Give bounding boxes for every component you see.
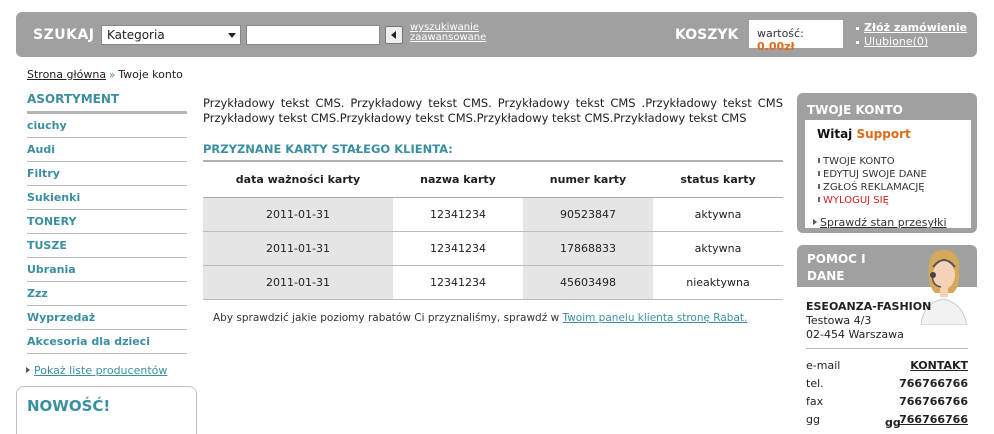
account-menu-logout[interactable] (818, 194, 971, 207)
sidebar-item-sukienki[interactable]: Sukienki (27, 186, 187, 210)
cell-card-status: aktywna (653, 197, 783, 231)
cms-text: Przykładowy tekst CMS. Przykładowy tekst CMS. Przykładowy tekst CMS .Przykładowy tekst CMS Przykładowy tekst CMS.Przykładowy tekst CMS.Przykładowy tekst CMS.Przykładowy tekst CMS (203, 96, 783, 125)
help-title (797, 245, 907, 302)
category-select-value: Kategoria (107, 28, 165, 42)
discount-panel-link[interactable]: Twoim panelu klienta stronę Rabat. (562, 311, 748, 324)
cell-card-number: 17868833 (523, 231, 653, 265)
account-menu-my-account[interactable] (818, 155, 971, 168)
menu-label: TWOJE KONTO (823, 156, 895, 167)
cell-card-name: 12341234 (393, 265, 523, 299)
table-row (203, 265, 783, 299)
sidebar-item-zzz[interactable]: Zzz (27, 282, 187, 306)
table-row (203, 197, 783, 231)
company-city: 02-454 Warszawa (806, 328, 904, 341)
cell-card-number: 45603498 (523, 265, 653, 299)
shipment-status-label: Sprawdź stan przesyłki (820, 216, 947, 229)
search-submit-button[interactable] (385, 26, 403, 44)
cell-card-name: 12341234 (393, 231, 523, 265)
place-order-label: Złóż zamówienie (864, 21, 968, 34)
cell-card-number: 90523847 (523, 197, 653, 231)
cart-value: 0.00zł (757, 40, 795, 53)
contact-fax-row (806, 393, 968, 411)
shipment-status-link[interactable] (805, 216, 971, 229)
email-label: e-mail (806, 359, 841, 372)
fax-value: 766766766 (899, 395, 968, 408)
arrow-left-icon (391, 31, 396, 39)
header-card-number: numer karty (523, 162, 653, 197)
tel-label: tel. (806, 377, 824, 390)
producers-link-label: Pokaż liste producentów (34, 364, 168, 377)
help-title-line1: POMOC I DANE (807, 252, 866, 283)
top-bar (16, 12, 977, 57)
account-box (797, 93, 977, 233)
sidebar-item-ciuchy[interactable]: ciuchy (27, 114, 187, 138)
news-box (16, 386, 197, 434)
news-title: NOWOŚĆ! (27, 397, 111, 415)
account-panel (805, 120, 971, 228)
menu-label: ZGŁOŚ REKLAMACJĘ (823, 182, 925, 193)
sidebar-item-wyprzedaz[interactable]: Wyprzedaż (27, 306, 187, 330)
gg-inline-label: gg (885, 416, 901, 429)
favorites-label: Ulubione(0) (864, 35, 929, 48)
table-row (203, 231, 783, 265)
contact-email-row (806, 357, 968, 375)
chevron-down-icon (228, 33, 236, 38)
sidebar-item-audi[interactable]: Audi (27, 138, 187, 162)
cell-expiry: 2011-01-31 (203, 265, 393, 299)
assortment-title: ASORTYMENT (27, 88, 187, 114)
bullet-icon (818, 184, 820, 189)
header-card-status: status karty (653, 162, 783, 197)
place-order-link[interactable] (856, 21, 967, 35)
cart-value-label: wartość: (757, 27, 804, 40)
bullet-arrow-icon (26, 367, 30, 373)
contact-link[interactable]: KONTAKT (910, 359, 968, 372)
company-name: ESEOANZA-FASHION (806, 300, 932, 313)
breadcrumb-separator: » (109, 70, 116, 81)
cart-label: KOSZYK (675, 27, 739, 43)
sidebar-item-ubrania[interactable]: Ubrania (27, 258, 187, 282)
left-sidebar (27, 88, 187, 377)
cards-title: PRZYZNANE KARTY STAŁEGO KLIENTA: (203, 142, 783, 162)
contact-divider (806, 348, 968, 349)
account-menu-complaint[interactable] (818, 181, 971, 194)
favorites-link[interactable] (856, 35, 967, 49)
bullet-icon (818, 197, 820, 202)
company-info (806, 300, 931, 342)
menu-label: WYLOGUJ SIĘ (823, 195, 889, 206)
main-content (203, 96, 783, 324)
contact-gg-row (806, 411, 968, 429)
header-card-name: nazwa karty (393, 162, 523, 197)
breadcrumb (27, 68, 183, 81)
cell-expiry: 2011-01-31 (203, 197, 393, 231)
contact-tel-row (806, 375, 968, 393)
cell-card-name: 12341234 (393, 197, 523, 231)
bullet-icon (818, 171, 820, 176)
gg-value[interactable]: 766766766 (899, 413, 968, 426)
contact-list (806, 357, 968, 429)
cell-card-status: nieaktywna (653, 265, 783, 299)
advanced-search-line2: zaawansowane (410, 32, 487, 43)
advanced-search-link[interactable] (410, 23, 486, 43)
greeting-user: Support (856, 127, 911, 141)
company-street: Testowa 4/3 (806, 314, 872, 327)
breadcrumb-current: Twoje konto (118, 68, 183, 81)
bullet-icon (856, 27, 859, 30)
sidebar-item-tonery[interactable]: TONERY (27, 210, 187, 234)
cart-value-box (749, 20, 843, 53)
discount-note-text: Aby sprawdzić jakie poziomy rabatów Ci przyznaliśmy, sprawdź w (213, 311, 560, 324)
loyalty-cards-table (203, 162, 783, 300)
producers-link[interactable] (27, 364, 187, 377)
table-header-row (203, 162, 783, 197)
breadcrumb-home[interactable]: Strona główna (27, 68, 107, 81)
bullet-icon (856, 41, 859, 44)
gg-label: gg (806, 413, 820, 426)
bullet-arrow-icon (813, 219, 817, 225)
category-select[interactable] (101, 25, 241, 45)
sidebar-item-tusze[interactable]: TUSZE (27, 234, 187, 258)
greeting-hello: Witaj (817, 127, 853, 141)
header-expiry: data ważności karty (203, 162, 393, 197)
account-menu-edit-data[interactable] (818, 168, 971, 181)
cell-card-status: aktywna (653, 231, 783, 265)
sidebar-item-akcesoria[interactable]: Akcesoria dla dzieci (27, 330, 187, 354)
bullet-icon (818, 158, 820, 163)
help-title-line2: KONTAKTOWE (807, 286, 902, 300)
cell-expiry: 2011-01-31 (203, 231, 393, 265)
search-label: SZUKAJ (33, 27, 95, 43)
account-menu (805, 155, 971, 207)
advanced-search-line1: wyszukiwanie (410, 22, 480, 33)
search-input[interactable] (246, 25, 380, 45)
greeting (805, 120, 971, 141)
account-title: TWOJE KONTO (807, 103, 903, 117)
discount-note (203, 312, 783, 324)
sidebar-item-filtry[interactable]: Filtry (27, 162, 187, 186)
tel-value: 766766766 (899, 377, 968, 390)
fax-label: fax (806, 395, 824, 408)
cart-links (856, 21, 967, 49)
menu-label: EDYTUJ SWOJE DANE (823, 169, 927, 180)
